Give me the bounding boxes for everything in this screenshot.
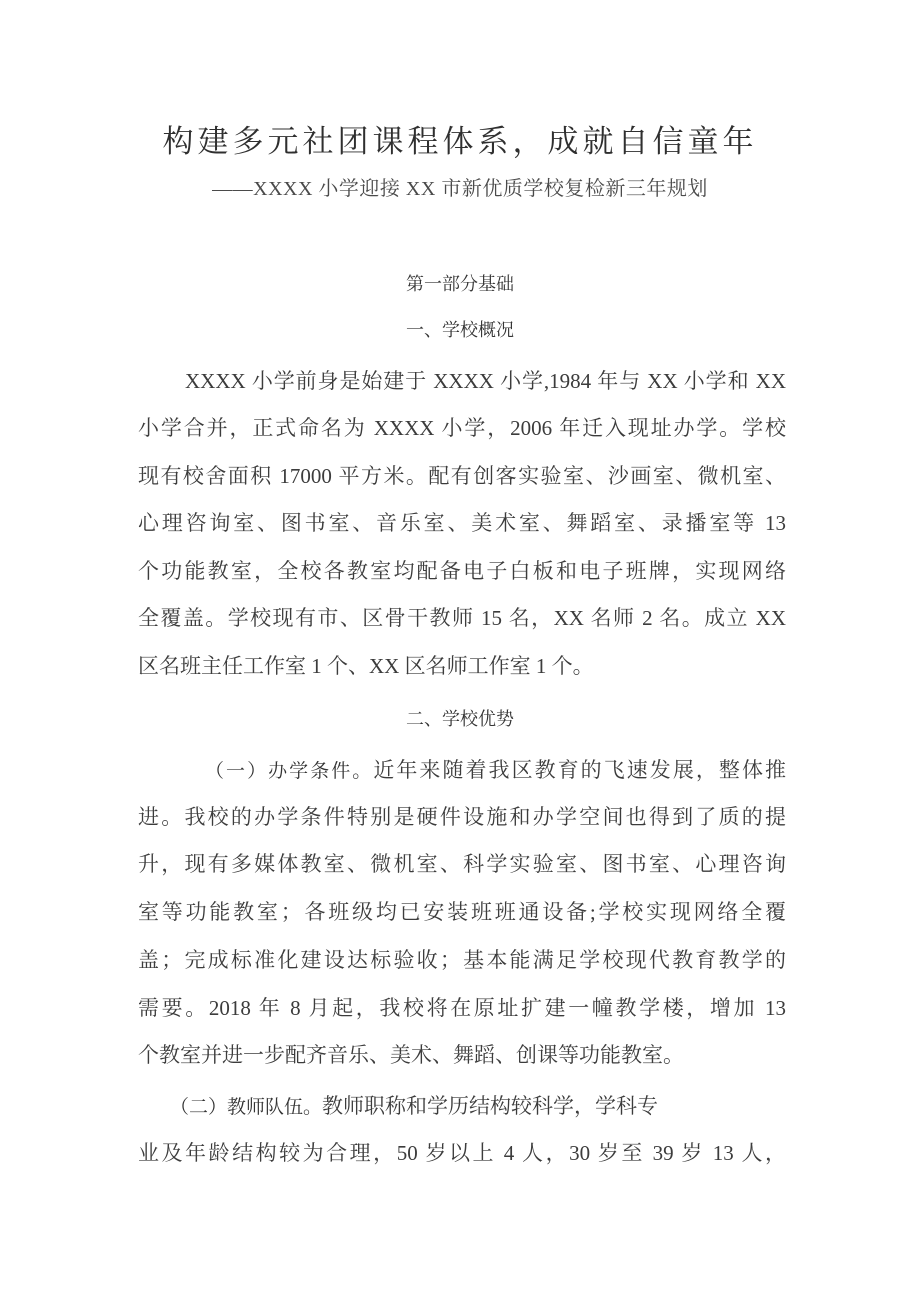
body-line: 盖；完成标准化建设达标验收；基本能满足学校现代教育教学的 [138, 948, 786, 972]
body-line: 业及年龄结构较为合理，50 岁以上 4 人，30 岁至 39 岁 13 人， [138, 1141, 786, 1165]
body-line: 个功能教室，全校各教室均配备电子白板和电子班牌，实现网络 [138, 559, 786, 583]
body-line: 室等功能教室；各班级均已安装班班通设备;学校实现网络全覆 [138, 900, 786, 924]
body-text: 教师职称和学历结构较科学，学科专 [322, 1094, 659, 1118]
part-heading: 第一部分基础 [406, 274, 514, 295]
body-line: 需要。2018 年 8 月起，我校将在原址扩建一幢教学楼，增加 13 [138, 996, 786, 1020]
paragraph-lead: （二）教师队伍。 [170, 1096, 323, 1118]
body-line [205, 755, 786, 786]
body-line: XXXX 小学前身是始建于 XXXX 小学,1984 年与 XX 小学和 XX [185, 369, 786, 393]
paragraph-lead: （一）办学条件。 [205, 760, 374, 782]
section-heading-overview: 一、学校概况 [406, 320, 514, 341]
body-line: 心理咨询室、图书室、音乐室、美术室、舞蹈室、录播室等 13 [138, 511, 786, 535]
body-line: 进。我校的办学条件特别是硬件设施和办学空间也得到了质的提 [138, 805, 786, 829]
document-title: 构建多元社团课程体系，成就自信童年 [162, 124, 758, 160]
section-heading-advantages: 二、学校优势 [406, 709, 514, 730]
document-subtitle: ——XXXX 小学迎接 XX 市新优质学校复检新三年规划 [212, 178, 708, 200]
body-line: 升，现有多媒体教室、微机室、科学实验室、图书室、心理咨询 [138, 852, 786, 876]
body-line: 小学合并，正式命名为 XXXX 小学，2006 年迁入现址办学。学校 [138, 416, 786, 440]
body-line [170, 1091, 730, 1122]
body-line: 现有校舍面积 17000 平方米。配有创客实验室、沙画室、微机室、 [138, 464, 786, 488]
body-line: 个教室并进一步配齐音乐、美术、舞蹈、创课等功能教室。 [138, 1043, 684, 1067]
body-text: 近年来随着我区教育的飞速发展，整体推 [373, 758, 786, 782]
body-line: 区名班主任工作室 1 个、XX 区名师工作室 1 个。 [138, 654, 594, 678]
body-line: 全覆盖。学校现有市、区骨干教师 15 名，XX 名师 2 名。成立 XX [138, 606, 786, 630]
